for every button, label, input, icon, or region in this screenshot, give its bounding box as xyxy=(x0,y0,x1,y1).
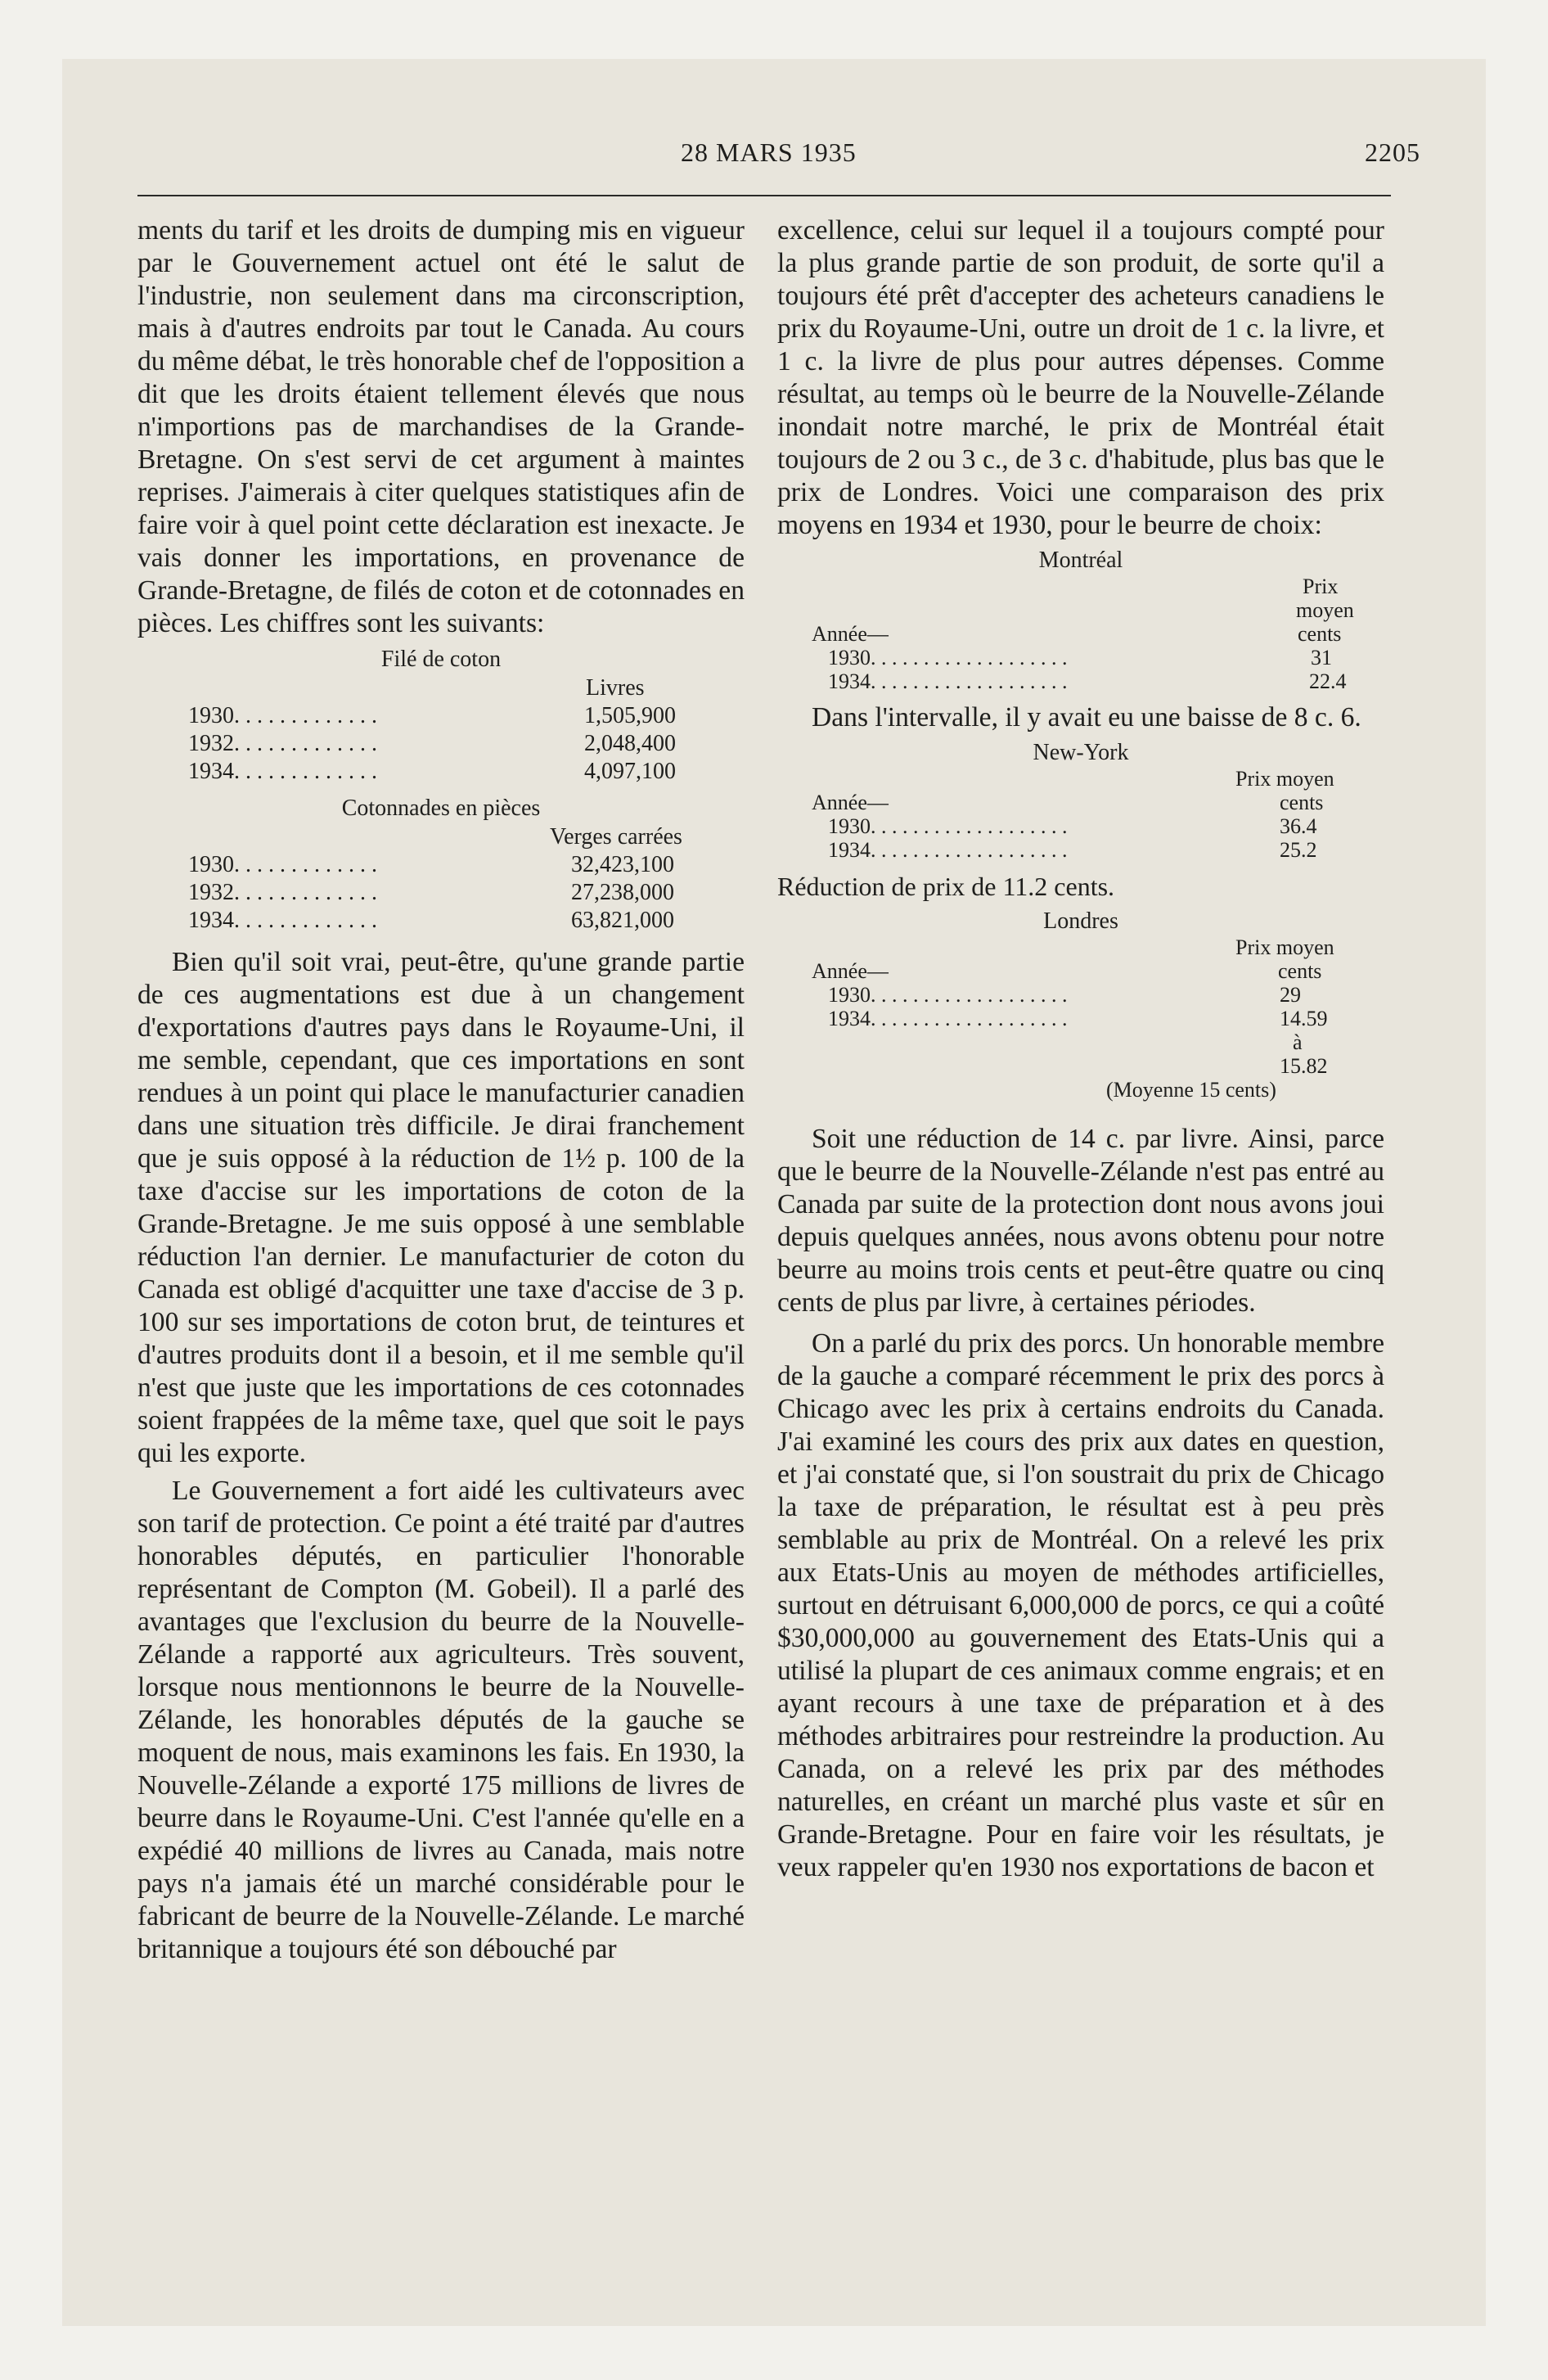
range-word: à xyxy=(1293,1030,1303,1054)
table-cotton-yarn xyxy=(137,645,745,786)
table-head-row xyxy=(777,959,1384,983)
value-cell: 29 xyxy=(1280,983,1301,1007)
year-cell: 1934. . . . . . . . . . . . . xyxy=(188,908,377,933)
unit-label: Livres xyxy=(586,675,645,701)
table-row xyxy=(137,879,745,907)
table-row xyxy=(137,851,745,879)
table-row xyxy=(777,983,1384,1007)
year-label: Année— xyxy=(812,959,889,983)
table-montreal xyxy=(777,547,1384,693)
value-cell: 36.4 xyxy=(1280,814,1317,838)
year-label: Année— xyxy=(812,622,889,646)
year-label: Année— xyxy=(812,791,889,814)
value-cell: 63,821,000 xyxy=(571,908,674,933)
table-row xyxy=(777,1054,1384,1078)
value-cell: 31 xyxy=(1311,646,1332,669)
table-head-row xyxy=(777,791,1384,814)
table-head-row xyxy=(777,767,1384,791)
table-row xyxy=(777,669,1384,693)
column-head: Prix xyxy=(1303,575,1339,598)
table-row xyxy=(137,907,745,935)
table-head-row xyxy=(777,622,1384,646)
table-row xyxy=(777,1030,1384,1054)
column-head: moyen xyxy=(1296,598,1354,622)
table-note: (Moyenne 15 cents) xyxy=(1106,1078,1276,1102)
value-cell: 32,423,100 xyxy=(571,852,674,877)
table-unit-row xyxy=(137,674,745,702)
value-cell: 25.2 xyxy=(1280,838,1317,862)
paragraph: Soit une réduction de 14 c. par livre. Ainsi, parce que le beurre de la Nouvelle-Zélande n'est pas entré au Canada par suite de la protection dont nous avons joui depuis quelques années, nous avons obtenu pour notre beurre au moins trois cents et peut-être quatre ou cinq cents de plus par livre, à certaines périodes. xyxy=(777,1124,1384,1318)
table-row xyxy=(777,646,1384,669)
table-title: Filé de coton xyxy=(380,647,502,672)
page-number: 2205 xyxy=(1365,137,1420,167)
year-cell: 1930. . . . . . . . . . . . . xyxy=(188,703,377,728)
value-cell: 4,097,100 xyxy=(584,759,676,784)
year-cell: 1932. . . . . . . . . . . . . xyxy=(188,880,377,905)
value-cell: 27,238,000 xyxy=(571,880,674,905)
paragraph: Le Gouvernement a fort aidé les cultivateurs avec son tarif de protection. Ce point a été traité par d'autres honorables députés, en particulier l'honorable représentant de Compton (M. Gobeil). Il a parlé des avantages que l'exclusion du beurre de la Nouvelle-Zélande a rapporté aux agriculteurs. Très souvent, lorsque nous mentionnons le beurre de la Nouvelle-Zélande, les honorables députés de la gauche se moquent de nous, mais examinons les fais. En 1930, la Nouvelle-Zélande a exporté 175 millions de livres de beurre dans le Royaume-Uni. C'est l'année qu'elle en a expédié 40 millions de livres au Canada, mais notre pays n'a jamais été un marché considérable pour le fabricant de beurre de la Nouvelle-Zélande. Le marché britannique a toujours été son débouché par xyxy=(137,1476,745,1964)
paragraph: On a parlé du prix des porcs. Un honorable membre de la gauche a comparé récemment le prix des porcs à Chicago avec les prix à certains endroits du Canada. J'ai examiné les cours des prix aux dates en question, et j'ai constaté que, si l'on soustrait du prix de Chicago la taxe de préparation, le résultat est à peu près semblable au prix de Montréal. On a relevé les prix aux Etats-Unis au moyen de méthodes artificielles, surtout en détruisant 6,000,000 de porcs, ce qui a coûté $30,000,000 au gouvernement des Etats-Unis qui a utilisé la plupart de ces animaux comme engrais; et en ayant recours à une taxe de préparation et à des méthodes arbitraires pour restreindre la production. Au Canada, on a relevé les prix par des méthodes naturelles, en créant un marché plus vaste et sûr en Grande-Bretagne. Pour en faire voir les résultats, je veux rappeler qu'en 1930 nos exportations de bacon et xyxy=(777,1328,1384,1882)
paragraph: ments du tarif et les droits de dumping mis en vigueur par le Gouvernement actuel ont été le salut de l'industrie, non seulement dans ma circonscription, mais à d'autres endroits par tout le Canada. Au cours du même débat, le très honorable chef de l'opposition a dit que les droits étaient tellement élevés que nous n'importions pas de marchandises de la Grande-Bretagne. On s'est servi de cet argument à maintes reprises. J'aimerais à citer quelques statistiques afin de faire voir à quel point cette déclaration est inexacte. Je vais donner les importations, en provenance de Grande-Bretagne, de filés de coton et de cotonnades en pièces. Les chiffres sont les suivants: xyxy=(137,215,745,638)
table-head-row xyxy=(777,575,1384,598)
table-title: Londres xyxy=(1043,908,1118,934)
unit-label: cents xyxy=(1298,622,1342,646)
year-cell: 1934. . . . . . . . . . . . . . . . . . . xyxy=(828,669,1068,693)
header-rule xyxy=(137,195,1391,196)
paragraph: excellence, celui sur lequel il a toujours compté pour la plus grande partie de son produit, de sorte qu'il a toujours été prêt d'accepter des acheteurs canadiens le prix du Royaume-Uni, outre un droit de 1 c. la livre, et 1 c. la livre de plus pour autres dépenses. Comme résultat, au temps où le beurre de la Nouvelle-Zélande inondait notre marché, le prix de Montréal était toujours de 2 ou 3 c., de 3 c. d'habitude, plus bas que le prix de Londres. Voici une comparaison des prix moyens en 1934 et 1930, pour le beurre de choix: xyxy=(777,215,1384,540)
paragraph: Bien qu'il soit vrai, peut-être, qu'une grande partie de ces augmentations est due à un changement d'exportations d'autres pays dans le Royaume-Uni, il me semble, cependant, que ces importations en sont rendues à un point qui place le manufacturier canadien dans une situation très difficile. Je dirai franchement que je suis opposé à la réduction de 1½ p. 100 de la taxe d'accise sur les importations de coton de la Grande-Bretagne. Je me suis opposé à une semblable réduction l'an dernier. Le manufacturier de coton du Canada est obligé d'acquitter une taxe d'accise de 3 p. 100 sur ses importations de coton brut, de teintures et d'autres produits dont il a besoin, et il me semble qu'il n'est que juste que les importations de ces cotonnades soient frappées de la même taxe, quel que soit le pays qui les exporte. xyxy=(137,947,745,1468)
table-title: Cotonnades en pièces xyxy=(341,796,541,821)
reduction-line: Réduction de prix de 11.2 cents. xyxy=(777,872,1115,901)
year-cell: 1934. . . . . . . . . . . . . xyxy=(188,759,377,784)
table-london xyxy=(777,908,1384,1102)
value-cell: 1,505,900 xyxy=(584,703,676,728)
year-cell: 1930. . . . . . . . . . . . . . . . . . . xyxy=(828,814,1068,838)
table-head-row xyxy=(777,598,1384,622)
year-cell: 1930. . . . . . . . . . . . . . . . . . . xyxy=(828,646,1068,669)
value-cell: 22.4 xyxy=(1309,669,1347,693)
table-unit-row xyxy=(137,823,745,851)
table-row xyxy=(137,702,745,730)
column-head: Prix moyen xyxy=(1235,767,1334,791)
paragraph: Dans l'intervalle, il y avait eu une baisse de 8 c. 6. xyxy=(812,702,1361,732)
table-head-row xyxy=(777,935,1384,959)
table-row xyxy=(137,758,745,786)
value-cell: 15.82 xyxy=(1280,1054,1328,1078)
table-row xyxy=(777,838,1384,862)
unit-label: cents xyxy=(1280,791,1324,814)
value-cell: 14.59 xyxy=(1280,1007,1328,1030)
year-cell: 1930. . . . . . . . . . . . . . . . . . . xyxy=(828,983,1068,1007)
table-row xyxy=(777,1078,1384,1102)
year-cell: 1934. . . . . . . . . . . . . . . . . . . xyxy=(828,838,1068,862)
column-head: Prix moyen xyxy=(1235,935,1334,959)
table-cotton-piece-goods xyxy=(137,794,745,935)
header-date: 28 MARS 1935 xyxy=(681,137,857,167)
table-row xyxy=(777,1007,1384,1030)
table-title: Montréal xyxy=(1038,548,1123,573)
table-title: New-York xyxy=(1033,740,1129,765)
left-column xyxy=(137,214,745,1966)
right-column xyxy=(777,214,1384,1884)
year-cell: 1934. . . . . . . . . . . . . . . . . . . xyxy=(828,1007,1068,1030)
year-cell: 1930. . . . . . . . . . . . . xyxy=(188,852,377,877)
table-row xyxy=(777,814,1384,838)
unit-label: Verges carrées xyxy=(550,824,682,850)
table-new-york xyxy=(777,739,1384,862)
unit-label: cents xyxy=(1278,959,1322,983)
value-cell: 2,048,400 xyxy=(584,731,676,756)
table-row xyxy=(137,730,745,758)
year-cell: 1932. . . . . . . . . . . . . xyxy=(188,731,377,756)
